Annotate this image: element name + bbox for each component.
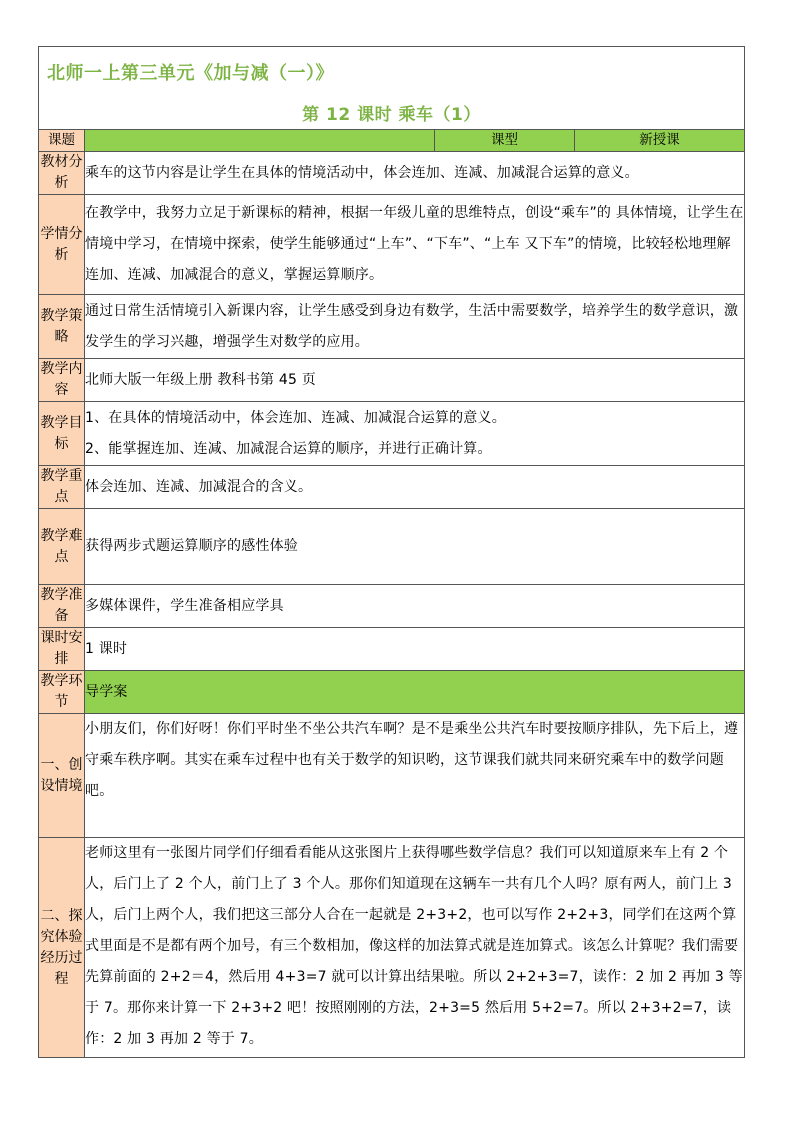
preparation-row (39, 585, 745, 628)
key-point-content: 体会连加、连减、加减混合的含义。 (85, 466, 745, 509)
difficulty-content: 获得两步式题运算顺序的感性体验 (85, 509, 745, 585)
step2-content: 老师这里有一张图片同学们仔细看看能从这张图片上获得哪些数学信息？我们可以知道原来车上有 2 个人，后门上了 2 个人，前门上了 3 个人。那你们知道现在这辆车一共有几个人吗？原有两人，前门上 3 人，后门上两个人，我们把这三部分人合在一起就是 2+3+2，也可以写作 2+2+3，同学们在这两个算式里面是不是都有两个加号，有三个数相加，像这样的加法算式就是连加算式。该怎么计算呢？我们需要先算前面的 2+2＝4，然后用 4+3=7 就可以计算出结果啦。所以 2+2+3=7，读作：2 加 2 再加 3 等于 7。那你来计算一下 2+3+2 吧！按照刚刚的方法，2+3=5 然后用 5+2=7。所以 2+3+2=7，读作：2 加 3 再加 2 等于 7。 (85, 838, 745, 1058)
topic-value (85, 130, 435, 152)
goals-content (85, 402, 745, 466)
key-point-label: 教学重点 (39, 466, 85, 509)
process-label: 教学环节 (39, 671, 85, 714)
goals-row (39, 402, 745, 466)
topic-label: 课题 (39, 130, 85, 152)
material-analysis-label: 教材分析 (39, 152, 85, 195)
step1-content: 小朋友们，你们好呀！你们平时坐不坐公共汽车啊？是不是乘坐公共汽车时要按顺序排队，先下后上，遵守乘车秩序啊。其实在乘车过程中也有关于数学的知识哟，这节课我们就共同来研究乘车中的数学问题吧。 (85, 714, 745, 838)
teaching-content-row (39, 359, 745, 402)
title-row (39, 47, 745, 130)
process-row (39, 671, 745, 714)
student-analysis-label: 学情分析 (39, 195, 85, 295)
strategy-content: 通过日常生活情境引入新课内容，让学生感受到身边有数学，生活中需要数学，培养学生的数学意识，激发学生的学习兴趣，增强学生对数学的应用。 (85, 295, 745, 359)
goal-item: 1、在具体的情境活动中，体会连加、连减、加减混合运算的意义。 (85, 409, 506, 426)
strategy-row (39, 295, 745, 359)
schedule-content: 1 课时 (85, 628, 745, 671)
teaching-content-value: 北师大版一年级上册 教科书第 45 页 (85, 359, 745, 402)
goals-label: 教学目标 (39, 402, 85, 466)
key-point-row (39, 466, 745, 509)
step2-label: 二、探究体验经历过程 (39, 838, 85, 1058)
student-analysis-row (39, 195, 745, 295)
preparation-label: 教学准备 (39, 585, 85, 628)
goal-item: 2、能掌握连加、连减、加减混合运算的顺序，并进行正确计算。 (85, 440, 492, 457)
step1-label: 一、创设情境 (39, 714, 85, 838)
difficulty-label: 教学难点 (39, 509, 85, 585)
student-analysis-content: 在教学中，我努力立足于新课标的精神，根据一年级儿童的思维特点，创设“乘车”的 具体情境，让学生在情境中学习，在情境中探索，使学生能够通过“上车”、“下车”、“上车 又下车”的情境，比较轻松地理解连加、连减、加减混合的意义，掌握运算顺序。 (85, 195, 745, 295)
lesson-title: 第 12 课时 乘车（1） (302, 105, 481, 125)
lesson-plan-table (38, 46, 745, 1058)
title-cell (39, 47, 745, 130)
lesson-type-value: 新授课 (575, 130, 745, 152)
schedule-row (39, 628, 745, 671)
step1-row (39, 714, 745, 838)
lesson-type-label: 课型 (435, 130, 575, 152)
material-analysis-content: 乘车的这节内容是让学生在具体的情境活动中，体会连加、连减、加减混合运算的意义。 (85, 152, 745, 195)
topic-row (39, 130, 745, 152)
process-content: 导学案 (85, 671, 745, 714)
unit-title: 北师一上第三单元《加与减（一）》 (47, 63, 334, 84)
teaching-content-label: 教学内容 (39, 359, 85, 402)
material-analysis-row (39, 152, 745, 195)
difficulty-row (39, 509, 745, 585)
preparation-content: 多媒体课件，学生准备相应学具 (85, 585, 745, 628)
strategy-label: 教学策略 (39, 295, 85, 359)
step2-row (39, 838, 745, 1058)
schedule-label: 课时安排 (39, 628, 85, 671)
